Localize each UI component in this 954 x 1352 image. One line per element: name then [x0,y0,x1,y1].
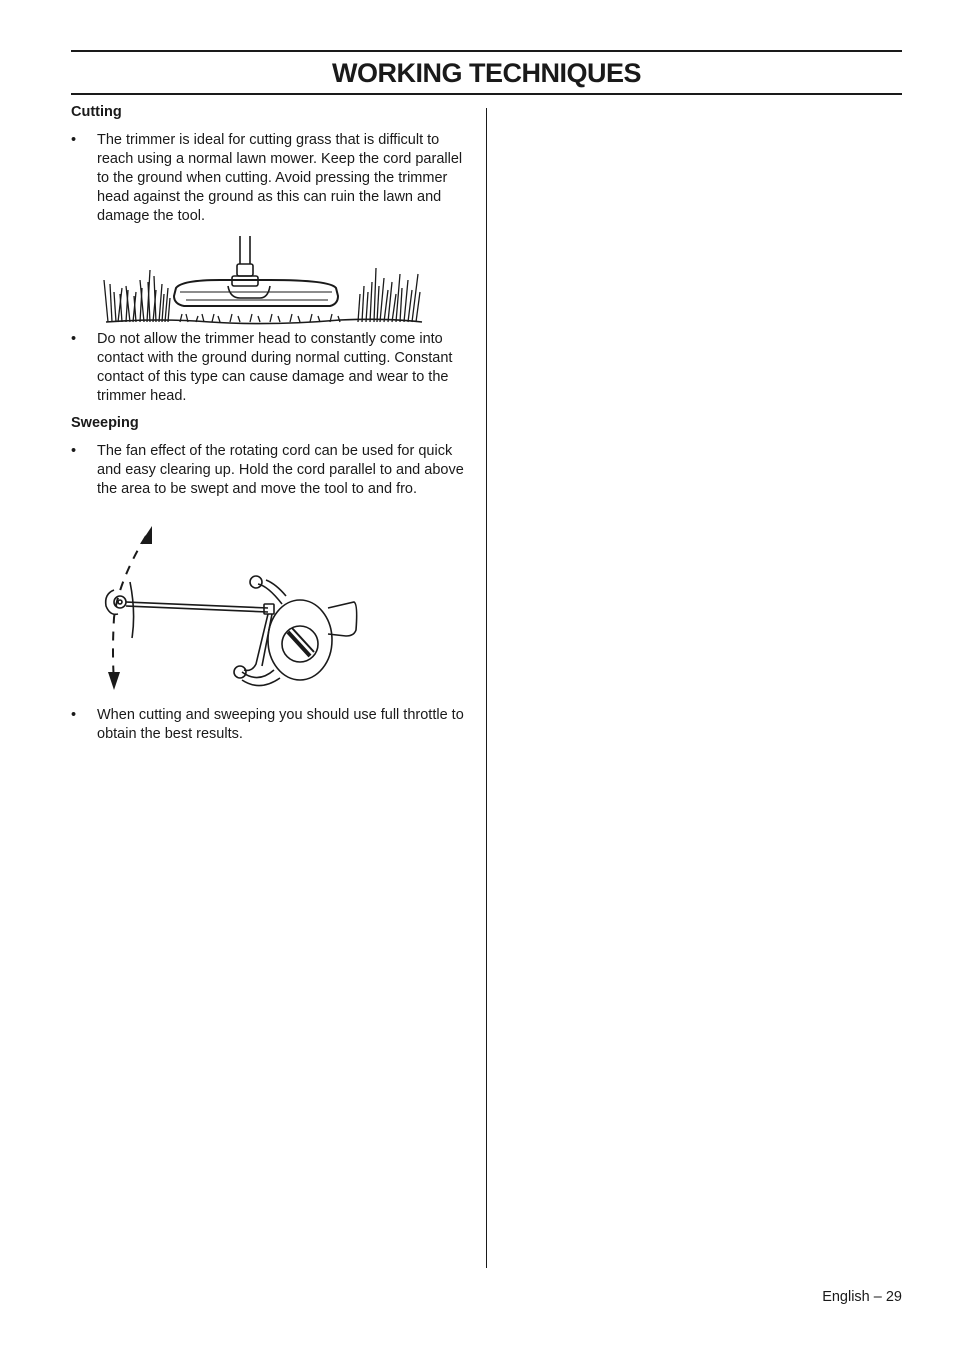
bullet-item [71,330,471,408]
sweeping-illustration [96,522,366,694]
header-rule-top [71,50,902,52]
bullet-text: When cutting and sweeping you should use full throttle to obtain the best results. [97,707,464,742]
bullet-text: Do not allow the trimmer head to constantly come into contact with the ground during normal cutting. Constant contact of this type can cause damage and wear to the trimmer head. [97,331,453,404]
bullet-text: The fan effect of the rotating cord can be used for quick and easy clearing up. Hold the cord parallel to and above the area to be swept and move the tool to and fro. [97,443,464,497]
bullet-symbol: • [71,707,77,723]
bullet-symbol: • [71,331,77,347]
bullet-symbol: • [71,132,77,148]
column-divider [486,108,487,1268]
bullet-item [71,131,471,227]
trimmer-cutting-illustration [100,232,430,328]
bullet-item [71,442,471,520]
bullet-symbol: • [71,443,77,459]
section-heading-sweeping: Sweeping [71,415,139,431]
page-number: English – 29 [822,1289,902,1305]
bullet-text: The trimmer is ideal for cutting grass that is difficult to reach using a normal lawn mower. Keep the cord parallel to the ground when cutting. Avoid pressing the trimmer head against the ground as this can ruin the lawn and damage the tool. [97,132,463,224]
header-rule-bottom [71,93,902,95]
bullet-item [71,706,471,746]
section-heading-cutting: Cutting [71,104,122,120]
page-title: WORKING TECHNIQUES [331,58,641,88]
